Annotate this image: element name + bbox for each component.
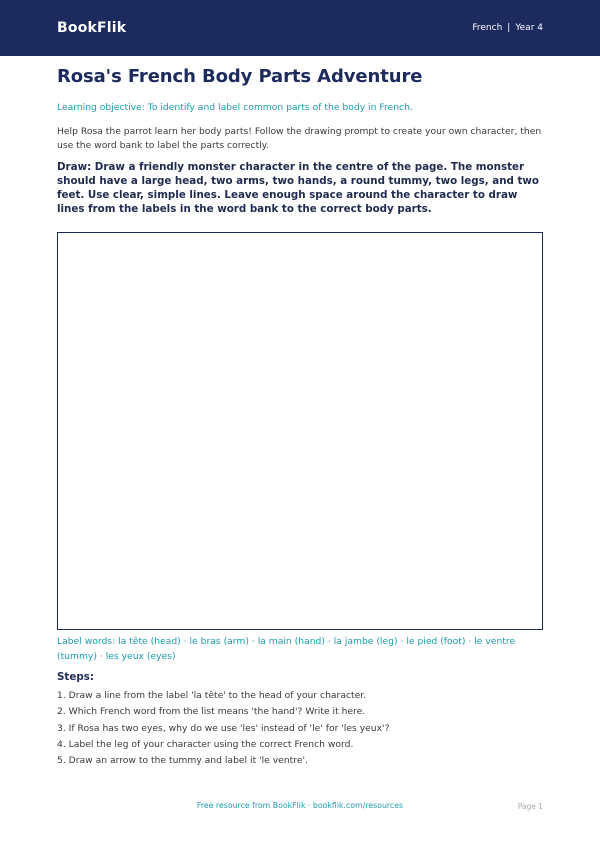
- word-bank: Label words: la tête (head) · le bras (arm) · la main (hand) · la jambe (leg) · le pied (foot) · le ventre (tummy) · les yeux (eyes): [57, 636, 516, 662]
- steps-list: [57, 688, 543, 769]
- intro-section: [57, 66, 544, 216]
- page-number: Page 1: [517, 802, 543, 811]
- footer-resource-link[interactable]: Free resource from BookFlik · bookflik.com/resources: [196, 801, 404, 810]
- page-title: Rosa's French Body Parts Adventure: [57, 66, 423, 87]
- step-item: 5. Draw an arrow to the tummy and label it 'le ventre'.: [57, 755, 308, 767]
- draw-prompt: Draw: Draw a friendly monster character in the centre of the page. The monster should have a large head, two arms, two hands, a round tummy, two legs, and two feet. Use clear, simple lines. Leave enough space around the character to draw lines from the labels in the word bank to the correct body parts.: [57, 161, 540, 215]
- intro-text: Help Rosa the parrot learn her body parts! Follow the drawing prompt to create your own character, then use the word bank to label the parts correctly.: [57, 126, 542, 151]
- steps-heading: Steps:: [57, 671, 94, 683]
- step-item: 1. Draw a line from the label 'la tête' to the head of your character.: [57, 690, 367, 701]
- learning-objective: Learning objective: To identify and label common parts of the body in French.: [57, 102, 413, 113]
- step-item: 2. Which French word from the list means 'the hand'? Write it here.: [57, 706, 366, 718]
- step-item: 3. If Rosa has two eyes, why do we use 'les' instead of 'le' for 'les yeux'?: [57, 722, 390, 734]
- subject-label: French: [472, 23, 503, 33]
- header-bar: [0, 0, 600, 56]
- step-item: 4. Label the leg of your character using the correct French word.: [57, 738, 354, 750]
- year-label: Year 4: [515, 23, 543, 33]
- brand-logo: BookFlik: [57, 20, 127, 36]
- drawing-area[interactable]: [57, 232, 543, 630]
- subject-separator: |: [507, 23, 511, 33]
- subject-year-label: [472, 23, 543, 33]
